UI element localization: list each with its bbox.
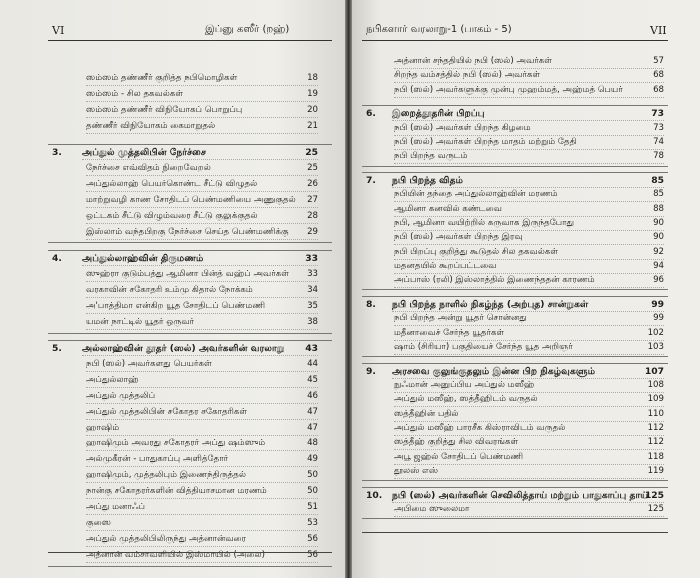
toc-entry-title: அப்துல் முத்தலிபிலிருந்து அத்னான்வரை [86, 533, 247, 544]
toc-entry-separator [392, 120, 664, 121]
toc-page-number: 21 [307, 120, 318, 131]
toc-section-heading [352, 366, 700, 377]
toc-entry-separator [86, 101, 318, 102]
left-running-head: இப்னு கஸீர் (றஹ்) [205, 24, 290, 35]
toc-entry-separator [86, 498, 318, 499]
toc-entry-separator [394, 135, 664, 136]
toc-entry-separator [394, 340, 664, 341]
toc-page-number: 103 [647, 341, 664, 352]
toc-entry-title: ஸத்தீஹ் குறித்து சில விவரங்கள் [394, 437, 519, 448]
toc-entry-separator [86, 329, 318, 330]
toc-entry-title: ஸம்ஸம் தண்ணீர் விநியோகப் பொறுப்பு [86, 104, 243, 115]
toc-entry-separator [86, 207, 318, 208]
toc-entry [352, 189, 700, 200]
toc-entry [0, 317, 345, 328]
toc-page-number: 50 [307, 486, 318, 497]
toc-entry-separator [86, 223, 318, 224]
toc-section-heading [0, 343, 345, 354]
toc-entry-separator [394, 259, 664, 260]
toc-entry-separator [394, 516, 664, 517]
toc-entry-separator [86, 450, 318, 451]
toc-entry-separator [394, 149, 664, 150]
toc-entry-separator [86, 546, 318, 547]
toc-entry [0, 211, 345, 222]
toc-entry-title: அபூ ஜஹ்ல் சோதிடப் பெண்மணி [394, 451, 524, 462]
toc-entry [0, 227, 345, 238]
toc-page-number: 109 [647, 394, 664, 405]
toc-entry [0, 163, 345, 174]
toc-section-heading [0, 253, 345, 264]
toc-entry-separator [394, 97, 664, 98]
toc-page-number: 25 [305, 147, 318, 159]
toc-section-heading [352, 299, 700, 310]
toc-entry-title: அத்னான் வம்சாவளியில் இஸ்மாயில் (அலை) [86, 549, 266, 560]
toc-entry-title: அப்துல் முத்தலிப் [86, 390, 156, 401]
left-header-rule [48, 40, 332, 41]
toc-section-title: நபி பிறந்த விதம் [392, 175, 464, 187]
toc-entry-separator [392, 378, 664, 379]
toc-entry-separator [394, 244, 664, 245]
toc-entry [352, 151, 700, 162]
toc-page-number: 48 [307, 438, 318, 449]
toc-entry [0, 423, 345, 434]
book-gutter [345, 0, 352, 578]
toc-page-number: 99 [653, 313, 664, 324]
toc-entry-title: அ'பாத்திமா என்கிற யூத சோதிடப் பெண்மணி [86, 300, 266, 311]
toc-entry-title: ஸம்ஸம் தண்ணீர் குறித்த நபிமொழிகள் [86, 73, 238, 83]
toc-page-number: 112 [647, 437, 664, 448]
toc-entry [0, 486, 345, 497]
toc-entry-title: சிறந்த வம்சத்தில் நபி (ஸல்) அவர்கள் [394, 70, 541, 81]
toc-entry-separator [86, 281, 318, 282]
toc-entry [352, 261, 700, 272]
toc-page-number: 125 [647, 503, 664, 514]
toc-entry-separator [86, 297, 318, 298]
toc-entry-title: மதனதயில் கூறப்பட்டவை [394, 260, 497, 271]
toc-entry-title: ஒட்டகம் சீட்டு விழும்வரை சீட்டு குலுக்குதல் [86, 210, 258, 221]
toc-section-heading [352, 175, 700, 186]
toc-page-number: 73 [653, 122, 664, 133]
toc-page-number: 50 [307, 470, 318, 481]
toc-entry [352, 85, 700, 96]
toc-entry [0, 438, 345, 449]
toc-entry-title: நான்கு சகோதரர்களின் வித்தியாசமான மரணம் [86, 486, 267, 497]
toc-entry-title: அல்முகீரன் - பாதுகாப்பு அளித்தோர் [86, 454, 229, 465]
toc-entry-title: யமன் நாட்டில் யூதர் ஒருவர் [86, 316, 195, 327]
toc-page-number: 85 [651, 175, 664, 187]
toc-entry-title: நபி (ஸல்) அவர்கள் பிறந்த இரவு [394, 232, 523, 243]
toc-section-number: 5. [52, 343, 62, 354]
right-page-number: VII [650, 24, 667, 37]
toc-page-number: 107 [644, 365, 664, 377]
toc-entry [352, 313, 700, 324]
toc-entry-separator [394, 435, 664, 436]
toc-entry-separator [86, 419, 318, 420]
toc-entry [0, 454, 345, 465]
toc-entry-separator [392, 187, 664, 188]
toc-page-number: 90 [653, 218, 664, 228]
toc-page-number: 53 [307, 517, 318, 528]
toc-entry-separator [394, 421, 664, 422]
toc-entry-title: ஹாஷிம் [86, 422, 120, 433]
toc-entry-separator [394, 478, 664, 479]
toc-page-number: 49 [307, 454, 318, 465]
toc-entry [0, 502, 345, 513]
toc-entry-title: அப்பாஸ் (ரலி) இஸ்லாத்தில் இணைந்ததன் காரணம் [394, 275, 595, 286]
toc-page-number: 35 [307, 300, 318, 311]
toc-page-number: 44 [307, 358, 318, 369]
toc-page-number: 74 [653, 137, 664, 147]
toc-section-title: அரசவை குலுங்குதலும் இன்ன பிற நிகழ்வுகளும் [392, 365, 596, 377]
toc-entry-title: தண்ணீர் விநியோகம் கைமாறுதல் [86, 120, 216, 131]
toc-entry-title: நபி, ஆமினா வயிற்றில் கருவாக இருந்தபோது [394, 218, 575, 228]
toc-page-number: 73 [651, 108, 664, 120]
toc-entry-title: மதீனாவைச் சேர்ந்த யூதர்கள் [394, 327, 505, 338]
toc-entry-title: ஸம்ஸம் - சில தகவல்கள் [86, 88, 184, 99]
left-page-number: VI [52, 24, 65, 37]
toc-page-number: 110 [647, 408, 664, 419]
toc-entry-separator [86, 117, 318, 118]
toc-entry [352, 275, 700, 286]
toc-entry-title: ஹாஷிமும், முத்தலிபும் இணைந்திருத்தல் [86, 470, 246, 481]
toc-entry-separator [394, 216, 664, 217]
toc-entry-separator [86, 403, 318, 404]
toc-page-number: 45 [307, 374, 318, 385]
toc-entry-separator [394, 68, 664, 69]
toc-section-number: 7. [366, 175, 376, 187]
toc-entry-title: நபி (ஸல்) அவர்கள் பிறந்த கிழமை [394, 122, 531, 133]
toc-section-heading [352, 108, 700, 119]
toc-entry [0, 73, 345, 84]
toc-page-number: 47 [307, 406, 318, 417]
toc-entry-title: நபி (ஸல்) அவர்களுக்கு முன்பு முஹம்மத், அஹ்மத் பெயர் [394, 84, 623, 95]
toc-entry-title: தூலஸ் எஸ் [394, 465, 439, 476]
toc-page-number: 102 [647, 327, 664, 338]
toc-entry [0, 534, 345, 545]
toc-page-number: 38 [307, 316, 318, 327]
left-page [0, 0, 345, 578]
toc-page-number: 33 [307, 268, 318, 279]
toc-page-number: 78 [653, 151, 664, 162]
toc-entry-separator [86, 387, 318, 388]
toc-page-number: 34 [307, 284, 318, 295]
toc-page-number: 119 [647, 465, 664, 476]
toc-entry [0, 179, 345, 190]
toc-entry-separator [394, 273, 664, 274]
toc-entry [0, 391, 345, 402]
right-page [352, 0, 700, 578]
toc-section-number: 6. [366, 108, 376, 120]
toc-entry [352, 466, 700, 477]
toc-entry [352, 409, 700, 420]
toc-section-heading [0, 147, 345, 158]
toc-entry-title: வரகாவின் சகோதரி உம்மு கிதால் நோக்கம் [86, 284, 253, 295]
toc-entry-separator [394, 287, 664, 288]
toc-page-number: 92 [653, 246, 664, 257]
toc-entry-separator [392, 311, 664, 312]
toc-entry-title: நபி (ஸல்) அவர்கள் பிறந்த மாதம் மற்றும் தேதி [394, 137, 577, 147]
right-header-rule [362, 40, 668, 41]
toc-page-number: 18 [307, 73, 318, 83]
toc-entry [352, 328, 700, 339]
toc-entry-separator [86, 239, 318, 240]
toc-entry-separator [82, 159, 318, 160]
right-running-head: நபிகளார் வரலாறு-1 (பாகம் - 5) [366, 24, 512, 35]
toc-page-number: 33 [305, 253, 318, 264]
toc-entry-separator [86, 482, 318, 483]
toc-entry-separator [86, 466, 318, 467]
toc-page-number: 25 [307, 163, 318, 173]
toc-page-number: 29 [307, 226, 318, 237]
left-footer-rule [48, 552, 332, 553]
toc-page-number: 90 [653, 232, 664, 243]
toc-entry-title: நுஃமான் அனுப்பிய அப்துல் மஸீஹ் [394, 380, 535, 390]
toc-entry [0, 407, 345, 418]
toc-entry [352, 204, 700, 215]
right-footer-rule [362, 532, 668, 533]
toc-entry-title: அப்துல்லாஹ் [86, 374, 139, 385]
toc-page-number: 68 [653, 70, 664, 81]
toc-entry-title: ஹாஷிமும் அவரது சகோதரர் அப்து ஷம்ஸும் [86, 438, 266, 449]
toc-entry-separator [394, 325, 664, 326]
toc-page-number: 20 [307, 104, 318, 115]
toc-entry [0, 375, 345, 386]
toc-page-number: 26 [307, 178, 318, 189]
toc-page-number: 56 [307, 533, 318, 544]
toc-page-number: 85 [653, 189, 664, 200]
toc-entry [352, 247, 700, 258]
toc-section-title: அப்துல்லாஹ்வின் திருமணம் [82, 253, 204, 264]
toc-entry-separator [86, 191, 318, 192]
toc-page-number: 51 [307, 502, 318, 512]
toc-page-number: 27 [307, 194, 318, 205]
toc-page-number: 19 [307, 88, 318, 99]
toc-section-number: 4. [52, 253, 62, 264]
toc-page-number: 112 [647, 422, 664, 433]
toc-entry [0, 470, 345, 481]
toc-entry-title: நேர்ச்சை எவ்விதம் நிறைவேறல் [86, 163, 211, 173]
toc-entry-separator [394, 406, 664, 407]
toc-entry-separator [86, 562, 318, 563]
toc-section-heading [352, 490, 700, 501]
toc-page-number: 68 [653, 84, 664, 95]
toc-section-title: நபி (ஸல்) அவர்களின் செவிலித்தாய் மற்றும் பாதுகாப்பு தாய் [392, 489, 649, 501]
toc-entry-separator [394, 464, 664, 465]
toc-section-number: 9. [366, 365, 376, 377]
toc-entry [352, 437, 700, 448]
toc-entry-separator [394, 354, 664, 355]
toc-entry [352, 56, 700, 67]
toc-section-number: 10. [366, 489, 383, 501]
toc-entry-title: ஸத்தீஹின் பதில் [394, 408, 459, 419]
toc-entry-title: ஆமினா கனவில் கண்டவை [394, 203, 502, 214]
toc-entry-title: அப்துல் மஸீஹ், ஸத்தீஹிடம் வருதல் [394, 394, 538, 405]
toc-entry-separator [82, 265, 318, 266]
toc-section-number: 3. [52, 147, 62, 159]
toc-entry [0, 301, 345, 312]
toc-entry-separator [394, 201, 664, 202]
toc-entry-title: அப்துல் மஸீஹ் பாரசீக கிஸ்ராவிடம் வருதல் [394, 422, 566, 433]
toc-entry [352, 137, 700, 148]
toc-entry-title: ஸுஹ்ரா குடும்பத்து ஆமினா பின்த் வஹ்ப் அவர்கள் [86, 268, 290, 279]
toc-entry-separator [86, 435, 318, 436]
toc-entry-title: அத்னான் சந்ததியில் நபி (ஸல்) அவர்கள் [394, 56, 553, 66]
toc-entry-separator [394, 392, 664, 393]
toc-entry-separator [394, 230, 664, 231]
toc-entry [352, 70, 700, 81]
toc-entry-separator [86, 530, 318, 531]
toc-page-number: 99 [651, 299, 664, 310]
toc-entry-title: நபி (ஸல்) அவர்களது பெயர்கள் [86, 358, 212, 369]
toc-entry [0, 285, 345, 296]
toc-page-number: 108 [647, 380, 664, 390]
toc-entry [0, 518, 345, 529]
toc-page-number: 47 [307, 422, 318, 433]
toc-entry-separator [86, 514, 318, 515]
toc-entry-separator [82, 355, 318, 356]
toc-entry [0, 269, 345, 280]
toc-entry-separator [86, 85, 318, 86]
toc-entry-separator [392, 502, 664, 503]
toc-entry [352, 452, 700, 463]
toc-entry-separator [86, 133, 318, 134]
toc-page-number: 57 [653, 56, 664, 66]
toc-entry [352, 504, 700, 515]
toc-entry [352, 123, 700, 134]
toc-entry-title: அப்து மனாஃப் [86, 502, 146, 512]
toc-entry-title: ஷாம் (சிரியா) பகுதியைச் சேர்ந்த யூத அறிஞர் [394, 341, 573, 352]
toc-entry [352, 380, 700, 391]
toc-entry-separator [86, 313, 318, 314]
toc-entry [352, 423, 700, 434]
toc-entry [352, 232, 700, 243]
toc-entry-title: அப்துல்லாஹ் பெயர்கொண்ட சீட்டு விழுதல் [86, 178, 258, 189]
toc-entry [352, 218, 700, 229]
toc-entry [0, 105, 345, 116]
toc-page-number: 43 [305, 343, 318, 354]
toc-entry-title: நபி பிறப்பு குறித்து கூடுதல் சில தகவல்கள் [394, 246, 559, 257]
toc-page-number: 96 [653, 275, 664, 286]
toc-entry-separator [86, 371, 318, 372]
toc-entry-title: இஸ்லாம் வந்தபிறகு நேர்ச்சை செய்த பெண்மணிக்கு [86, 226, 289, 237]
toc-entry-title: மாற்றுவழி காண சோதிடப் பெண்மணியை அணுகுதல் [86, 194, 296, 205]
toc-entry-title: நபியின் தந்தை அப்துல்லாஹ்வின் மரணம் [394, 189, 558, 200]
toc-page-number: 46 [307, 390, 318, 401]
toc-page-number: 118 [647, 451, 664, 462]
toc-entry [352, 342, 700, 353]
toc-section-title: நபி பிறந்த நாளில் நிகழ்ந்த (அற்புத) சான்றுகள் [392, 299, 589, 310]
toc-entry [352, 394, 700, 405]
toc-entry [0, 89, 345, 100]
toc-entry [0, 359, 345, 370]
toc-entry-separator [394, 82, 664, 83]
toc-entry-title: குஸை [86, 517, 111, 528]
toc-entry-title: நபி பிறந்த அன்று யூதர் சொன்னது [394, 313, 527, 324]
toc-entry-separator [394, 163, 664, 164]
toc-entry [0, 121, 345, 132]
toc-entry-separator [86, 175, 318, 176]
toc-page-number: 56 [307, 549, 318, 560]
toc-page-number: 28 [307, 210, 318, 221]
toc-section-title: இறைத்தூதரின் பிறப்பு [392, 108, 485, 120]
toc-section-title: அல்லாஹ்வின் தூதர் (ஸல்) அவர்களின் வரலாறு [82, 343, 285, 354]
toc-page-number: 125 [644, 489, 664, 501]
toc-page-number: 88 [653, 203, 664, 214]
toc-section-number: 8. [366, 299, 376, 310]
toc-entry-title: அபிமை ஸுலைமா [394, 503, 470, 514]
toc-entry-separator [394, 449, 664, 450]
toc-section-title: அப்துல் முத்தலிபின் நேர்ச்சை [82, 147, 206, 159]
toc-entry-title: அப்துல் முத்தலிபின் சகோதர சகோதரிகள் [86, 406, 248, 417]
toc-page-number: 94 [653, 260, 664, 271]
toc-entry-title: நபி பிறந்த வருடம் [394, 151, 468, 162]
toc-entry [0, 195, 345, 206]
